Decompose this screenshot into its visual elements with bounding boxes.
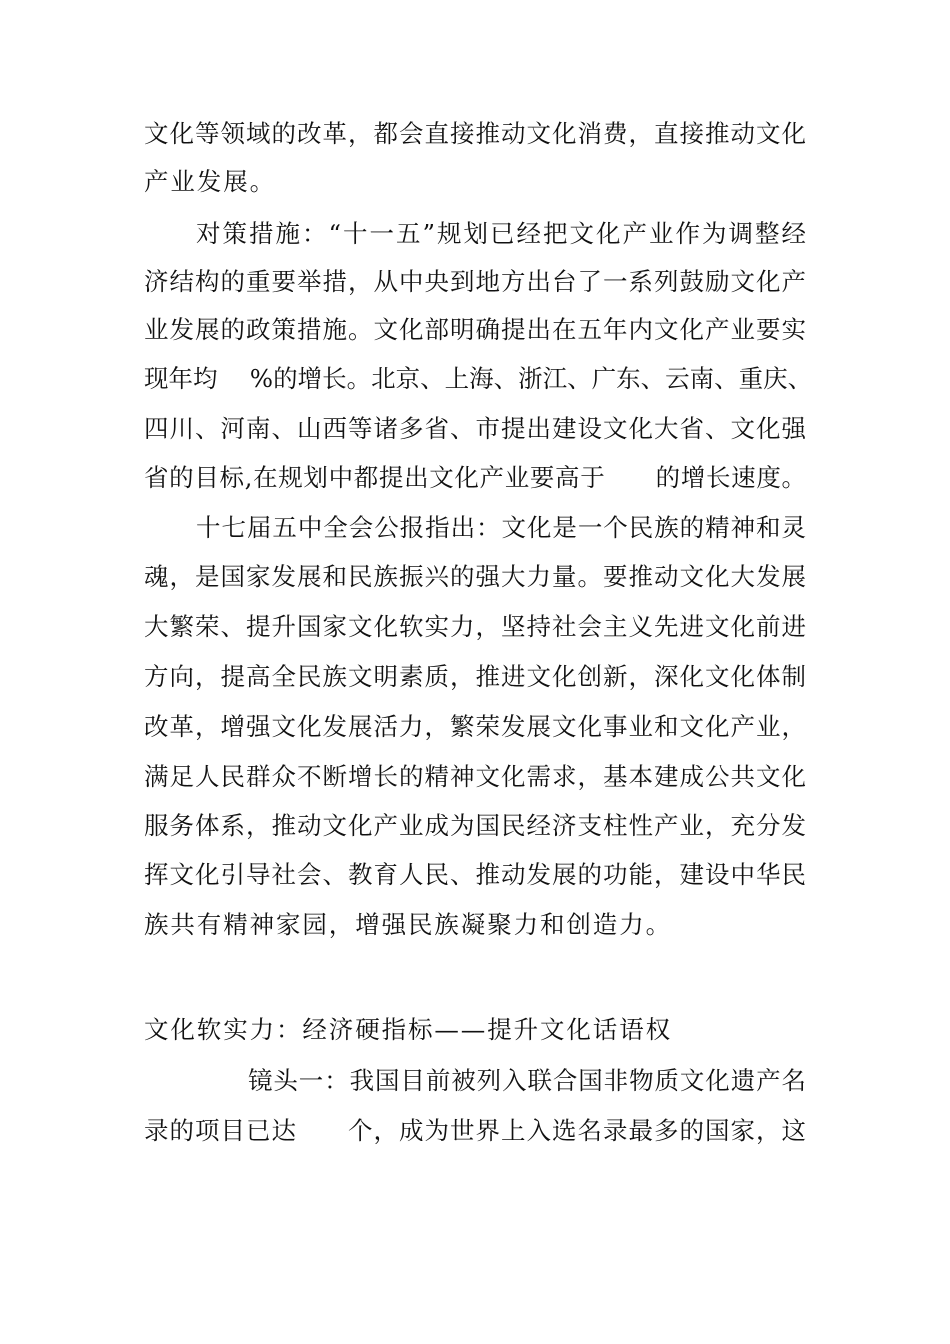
- paragraph-3-line-1: 十七届五中全会公报指出：文化是一个民族的精神和灵: [196, 513, 806, 542]
- paragraph-1-line-1: 文化等领域的改革，都会直接推动文化消费，直接推动文化: [144, 119, 806, 148]
- section-heading: 文化软实力：经济硬指标——提升文化话语权: [144, 1015, 672, 1044]
- paragraph-3-line-8: 挥文化引导社会、教育人民、推动发展的功能，建设中华民: [144, 860, 806, 889]
- paragraph-3-line-5: 改革，增强文化发展活力，繁荣发展文化事业和文化产业，: [144, 712, 806, 741]
- scene-paragraph-line-1: 镜头一：我国目前被列入联合国非物质文化遗产名: [248, 1066, 806, 1095]
- paragraph-3-line-3: 大繁荣、提升国家文化软实力，坚持社会主义先进文化前进: [144, 612, 806, 641]
- paragraph-3-line-4: 方向，提高全民族文明素质，推进文化创新，深化文化体制: [144, 662, 806, 691]
- paragraph-3-line-7: 服务体系，推动文化产业成为国民经济支柱性产业，充分发: [144, 811, 806, 840]
- paragraph-2-line-6: 省的目标,在规划中都提出文化产业要高于 的增长速度。: [144, 463, 806, 492]
- paragraph-2-line-5: 四川、河南、山西等诸多省、市提出建设文化大省、文化强: [144, 414, 806, 443]
- paragraph-1-line-2: 产业发展。: [144, 167, 276, 196]
- paragraph-2-line-3: 业发展的政策措施。文化部明确提出在五年内文化产业要实: [144, 315, 806, 344]
- paragraph-2-line-1: 对策措施：“十一五”规划已经把文化产业作为调整经: [196, 219, 806, 248]
- paragraph-2-line-4: 现年均 %的增长。北京、上海、浙江、广东、云南、重庆、: [144, 364, 813, 393]
- paragraph-2-line-2: 济结构的重要举措，从中央到地方出台了一系列鼓励文化产: [144, 267, 806, 296]
- paragraph-3-line-6: 满足人民群众不断增长的精神文化需求，基本建成公共文化: [144, 762, 806, 791]
- paragraph-3-line-2: 魂，是国家发展和民族振兴的强大力量。要推动文化大发展: [144, 562, 806, 591]
- scene-paragraph-line-2: 录的项目已达 个，成为世界上入选名录最多的国家，这: [144, 1116, 806, 1145]
- paragraph-3-line-9: 族共有精神家园，增强民族凝聚力和创造力。: [144, 910, 672, 939]
